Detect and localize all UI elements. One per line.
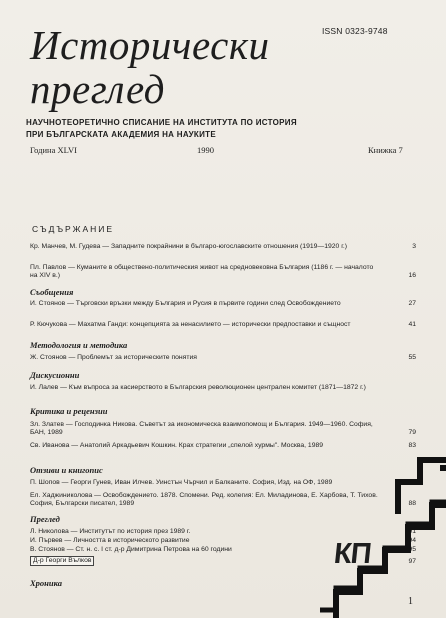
toc-entry-text: Ел. Хаджиниколова — Освобождението. 1878. Спомени. Ред. колегия: Ел. Миладинова, Е. Харбова, Т. Тихов. София, Български писател, 1989 <box>30 492 378 508</box>
toc-entry-text: П. Шопов — Георги Гунев, Иван Илчев. Уинстън Чърчил и Балканите. София, Изд. на ОФ, 1989 <box>30 479 333 486</box>
section-title: Съобщения <box>30 287 74 297</box>
toc-entry-text: Д-р Георги Вълков <box>30 556 94 566</box>
toc-entry-page: 91 <box>408 528 416 535</box>
subtitle-line1: НАУЧНОТЕОРЕТИЧНО СПИСАНИЕ НА ИНСТИТУТА ПО ИСТОРИЯ <box>26 118 297 127</box>
section-title: Методология и методика <box>30 340 128 350</box>
page-number: 1 <box>408 596 413 607</box>
toc-heading: СЪДЪРЖАНИЕ <box>32 224 115 234</box>
masthead-title-line2: преглед <box>30 66 165 112</box>
section-title: Отзиви и книгопис <box>30 465 103 475</box>
toc-entry-text: Пл. Павлов — Куманите в обществено-политическия живот на средновековна България (1186 г. — началото на XIV в.) <box>30 264 374 280</box>
masthead-title-line1: Исторически <box>30 22 270 68</box>
toc-entry-text: Зл. Златев — Господинка Никова. Съветът за икономическа взаимопомощ и България. 1949—1960. София, БАН, 1989 <box>30 421 373 437</box>
toc-entry-text: Ж. Стоянов — Проблемът за историческите понятия <box>30 354 197 361</box>
toc-entry-page: 16 <box>408 272 416 280</box>
toc-entry-text: И. Лалев — Към въпроса за касиерството в Българския революционен централен комитет (1871—1872 г.) <box>30 384 366 391</box>
toc-entry-page: 41 <box>408 321 416 328</box>
toc-entry <box>30 384 416 392</box>
toc-entry-text: Св. Иванова — Анатолий Аркадьевич Кошкин. Крах стратегии „спелой хурмы". Москва, 1989 <box>30 442 324 449</box>
toc-entry-page: 94 <box>408 537 416 544</box>
toc-entry-page: 79 <box>408 429 416 437</box>
toc-entry <box>30 243 416 251</box>
toc-entry <box>30 421 416 438</box>
section-title: Хроника <box>30 578 62 588</box>
sticker-label: КП <box>332 538 373 570</box>
subtitle-line2: ПРИ БЪЛГАРСКАТА АКАДЕМИЯ НА НАУКИТЕ <box>26 130 216 139</box>
section-title: Дискусионни <box>30 370 80 380</box>
toc-entry-page: 55 <box>408 354 416 361</box>
toc-entry-page: 27 <box>408 300 416 307</box>
toc-entry-text: Кр. Манчев, М. Гудева — Западните покрайнини в българо-югославските отношения (1919—1920 г.) <box>30 243 348 250</box>
toc-entry <box>30 321 416 329</box>
issue-number: Книжка 7 <box>368 145 403 155</box>
toc-entry-page: 88 <box>408 500 416 508</box>
toc-entry-page: 95 <box>408 546 416 553</box>
toc-entry <box>30 442 416 450</box>
toc-entry-text: В. Стоянов — Ст. н. с. I ст. д-р Димитрина Петрова на 60 години <box>30 546 232 553</box>
toc-entry <box>30 528 416 536</box>
toc-entry <box>30 479 416 487</box>
toc-entry <box>30 300 416 308</box>
toc-entry <box>30 264 416 281</box>
toc-entry-page: 97 <box>408 558 416 565</box>
toc-entry-text: И. Стоянов — Търговски връзки между България и Русия в първите години след Освобождението <box>30 300 341 307</box>
issn-label: ISSN 0323-9748 <box>322 26 388 36</box>
toc-entry-text: И. Първев — Личността в историческото развитие <box>30 537 190 544</box>
publication-year: 1990 <box>197 145 214 155</box>
section-title: Критика и рецензии <box>30 406 108 416</box>
toc-entry-text: Л. Николова — Институтът по история през 1989 г. <box>30 528 191 535</box>
section-title: Преглед <box>30 514 60 524</box>
toc-entry-text: Р. Кючукова — Махатма Ганди: концепцията за ненасилието — исторически предпоставки и същност <box>30 321 351 328</box>
toc-entry <box>30 492 416 509</box>
toc-entry <box>30 354 416 362</box>
toc-entry-page: 3 <box>412 243 416 250</box>
volume-label: Година XLVI <box>30 145 78 155</box>
toc-entry-page: 83 <box>408 442 416 449</box>
toc-entry-page: 86 <box>408 479 416 486</box>
